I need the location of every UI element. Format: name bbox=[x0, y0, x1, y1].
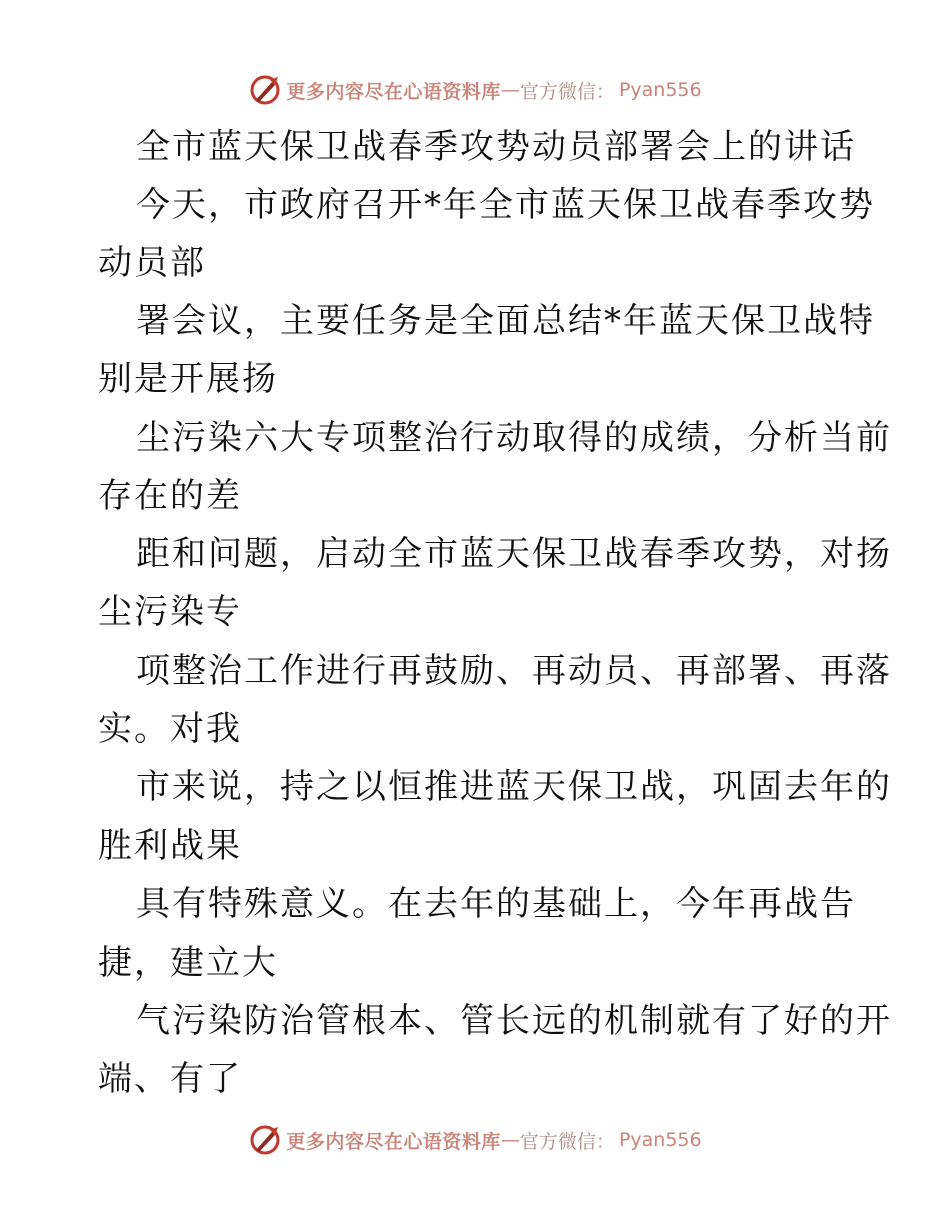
watermark-dash: — bbox=[500, 79, 520, 101]
text-line: 动员部 bbox=[98, 243, 206, 283]
text-line: 市来说，持之以恒推进蓝天保卫战，巩固去年的 bbox=[136, 767, 892, 807]
text-line: 项整治工作进行再鼓励、再动员、再部署、再落 bbox=[136, 651, 892, 691]
watermark-wechat-label: 官方微信： bbox=[519, 1130, 615, 1153]
text-line: 实。对我 bbox=[98, 709, 242, 749]
text-line: 别是开展扬 bbox=[98, 359, 278, 399]
text-line: 胜利战果 bbox=[98, 826, 242, 866]
text-line: 尘污染六大专项整治行动取得的成绩，分析当前 bbox=[136, 418, 892, 458]
watermark-wechat-id: Pyan556 bbox=[618, 79, 702, 101]
text-line: 尘污染专 bbox=[98, 592, 242, 632]
watermark-main-text: 更多内容尽在心语资料库 bbox=[286, 80, 501, 103]
watermark-wechat-label: 官方微信： bbox=[519, 80, 615, 103]
watermark-wechat-id: Pyan556 bbox=[618, 1129, 702, 1151]
watermark-header bbox=[0, 72, 950, 108]
quill-logo-icon bbox=[248, 73, 282, 107]
watermark-main-text: 更多内容尽在心语资料库 bbox=[286, 1130, 501, 1153]
text-line: 距和问题，启动全市蓝天保卫战春季攻势，对扬 bbox=[136, 534, 892, 574]
text-line: 今天，市政府召开*年全市蓝天保卫战春季攻势 bbox=[136, 185, 875, 225]
text-line: 端、有了 bbox=[98, 1059, 242, 1099]
text-line: 气污染防治管根本、管长远的机制就有了好的开 bbox=[136, 1001, 892, 1041]
text-line: 捷，建立大 bbox=[98, 943, 278, 983]
watermark-dash: — bbox=[500, 1129, 520, 1151]
text-line: 署会议，主要任务是全面总结*年蓝天保卫战特 bbox=[136, 301, 875, 341]
document-title: 全市蓝天保卫战春季攻势动员部署会上的讲话 bbox=[136, 127, 856, 167]
quill-logo-icon bbox=[248, 1123, 282, 1157]
text-line: 具有特殊意义。在去年的基础上，今年再战告 bbox=[136, 884, 856, 924]
text-line: 存在的差 bbox=[98, 476, 242, 516]
watermark-footer bbox=[0, 1122, 950, 1158]
